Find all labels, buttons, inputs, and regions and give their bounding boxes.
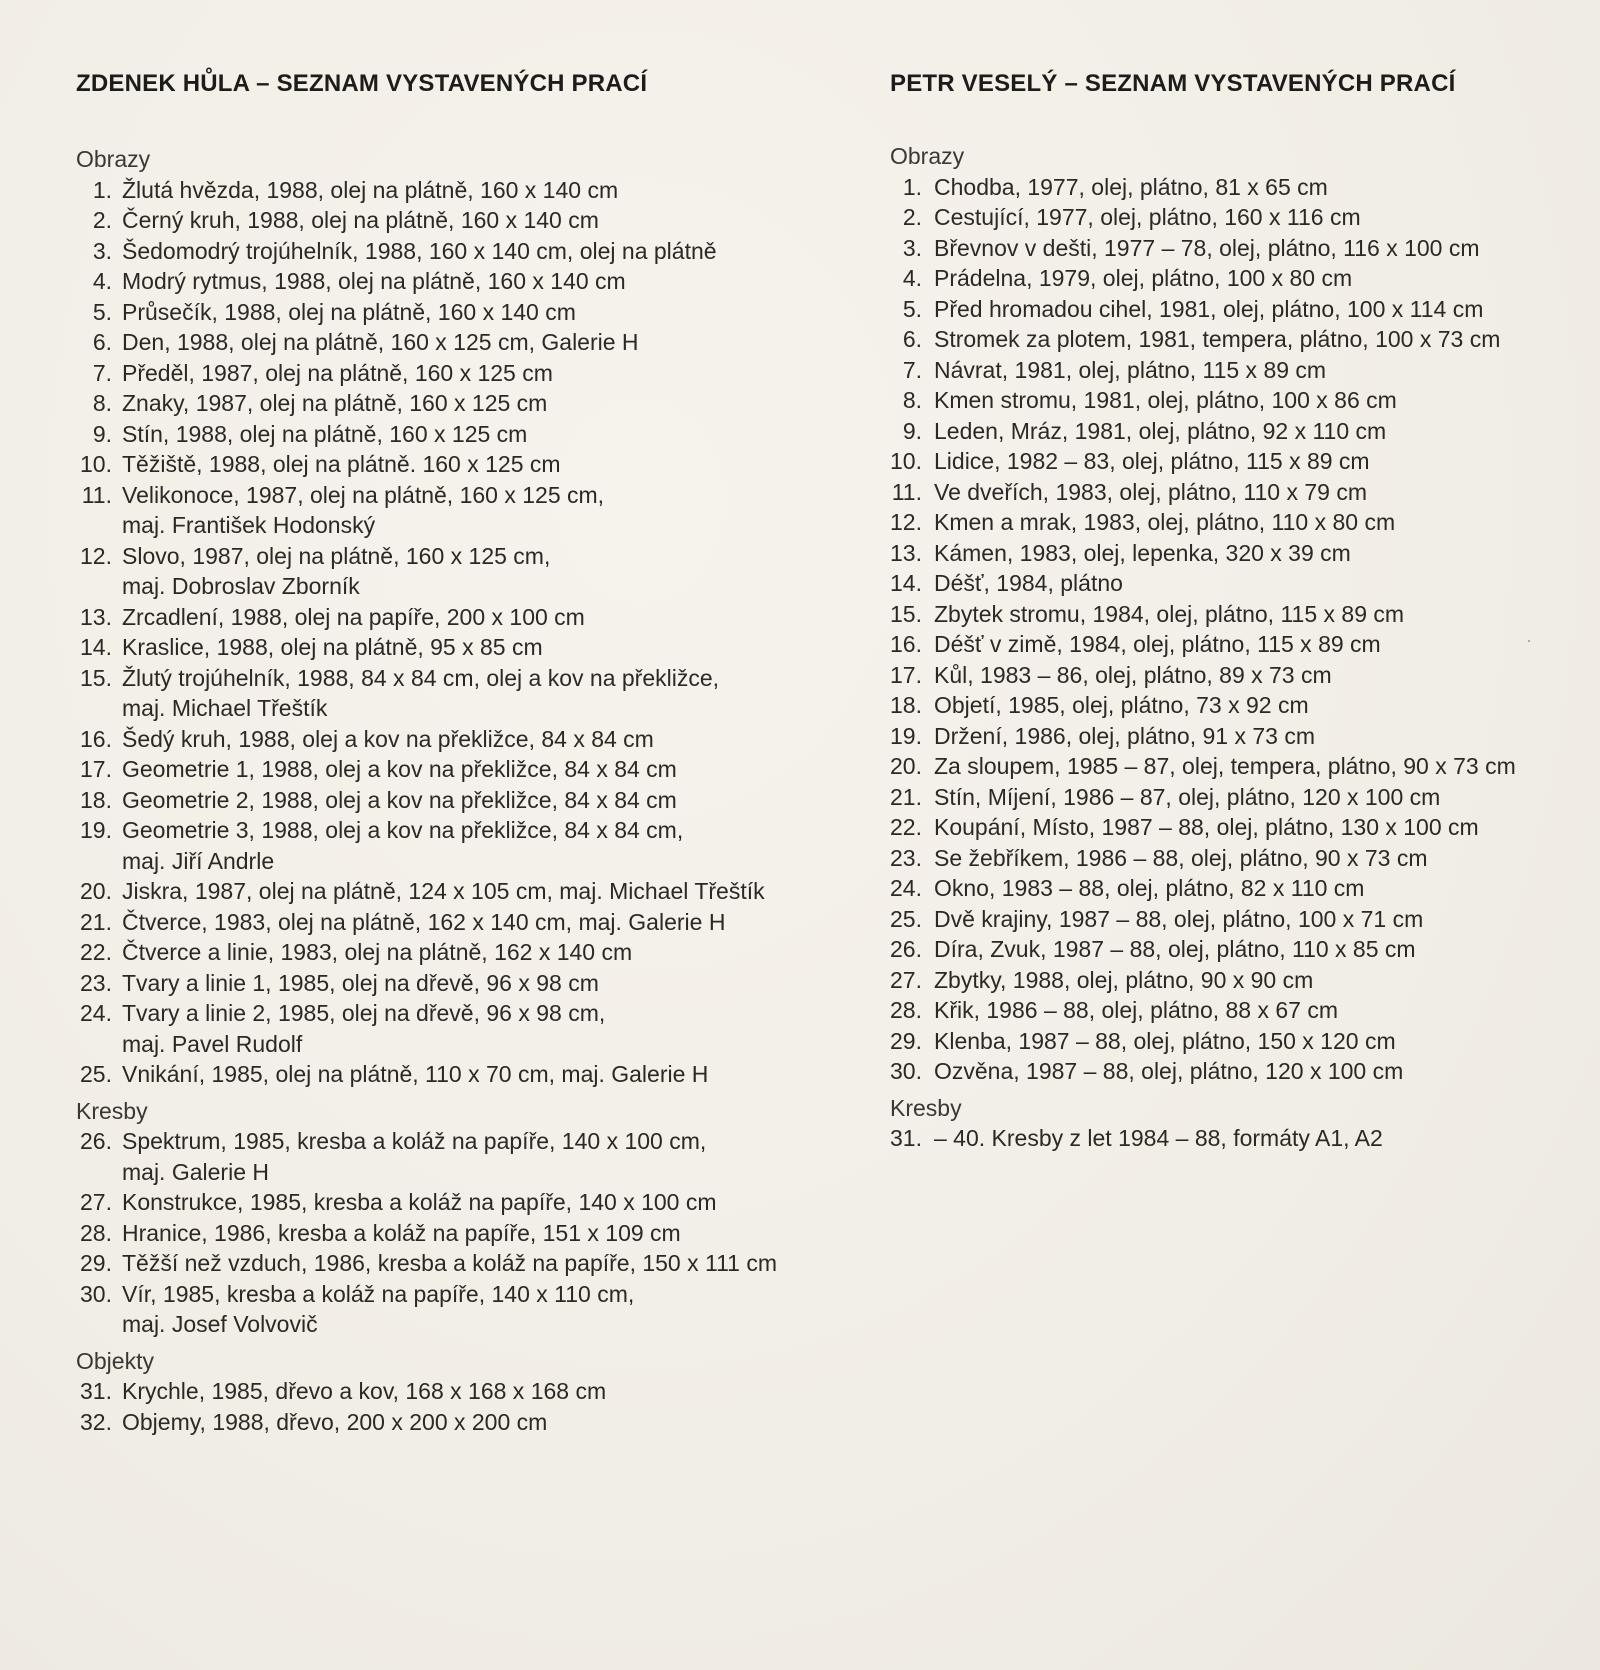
item-line: Dvě krajiny, 1987 – 88, olej, plátno, 100 x 71 cm (934, 905, 1424, 932)
item-number: 25. (890, 905, 922, 932)
item-line: Stromek za plotem, 1981, tempera, plátno, 100 x 73 cm (934, 326, 1501, 352)
item-number: 32. (80, 1408, 112, 1435)
item-line: Kůl, 1983 – 86, olej, plátno, 89 x 73 cm (934, 661, 1332, 688)
item-number: 10. (80, 451, 112, 477)
item-line: Déšť, 1984, plátno (934, 570, 1123, 596)
item-owner-line: maj. Dobroslav Zborník (122, 573, 360, 599)
item-owner-line: maj. Josef Volvovič (122, 1311, 318, 1337)
item-number: 26. (80, 1128, 112, 1154)
item-text (112, 236, 717, 267)
item-text (922, 233, 1480, 264)
item-number: 9. (902, 417, 922, 444)
item-text (112, 541, 550, 602)
item-line: Zbytky, 1988, olej, plátno, 90 x 90 cm (934, 966, 1314, 993)
item-line: Díra, Zvuk, 1987 – 88, olej, plátno, 110 x 85 cm (934, 936, 1416, 962)
item-line: Šedý kruh, 1988, olej a kov na překližce, 84 x 84 cm (122, 725, 654, 752)
list-item (890, 568, 1590, 599)
item-text (922, 904, 1423, 935)
item-text (922, 446, 1370, 477)
list-item (76, 1248, 816, 1279)
list-item (76, 663, 816, 724)
item-line: Déšť v zimě, 1984, olej, plátno, 115 x 89 cm (934, 631, 1381, 657)
item-owner-line: maj. Galerie H (122, 1158, 269, 1185)
item-text (922, 202, 1361, 233)
item-owner-line: maj. František Hodonský (122, 512, 376, 538)
item-number: 28. (890, 997, 922, 1023)
section-heading: Kresby (76, 1097, 148, 1124)
item-number: 25. (80, 1061, 112, 1087)
list-item (76, 968, 816, 999)
item-line: Stín, Míjení, 1986 – 87, olej, plátno, 120 x 100 cm (934, 783, 1441, 810)
item-text (112, 480, 604, 541)
item-number: 5. (92, 298, 112, 325)
item-line: Jiskra, 1987, olej na plátně, 124 x 105 cm, maj. Michael Třeštík (122, 878, 765, 904)
item-text (112, 1126, 706, 1187)
item-number: 8. (92, 390, 112, 416)
item-line: Kmen a mrak, 1983, olej, plátno, 110 x 80 cm (934, 509, 1396, 535)
list-item (890, 995, 1590, 1026)
item-line: Předěl, 1987, olej na plátně, 160 x 125 cm (122, 359, 553, 386)
list-item (76, 236, 816, 267)
item-line: Kmen stromu, 1981, olej, plátno, 100 x 86 cm (934, 387, 1397, 413)
item-number: 23. (80, 969, 112, 996)
item-line: Koupání, Místo, 1987 – 88, olej, plátno, 130 x 100 cm (934, 814, 1479, 840)
item-line: Ve dveřích, 1983, olej, plátno, 110 x 79 cm (934, 478, 1368, 505)
item-text (922, 477, 1367, 508)
list-item (890, 599, 1590, 630)
item-owner-line: maj. Jiří Andrle (122, 847, 275, 874)
list-item (76, 480, 816, 541)
item-line: Žlutá hvězda, 1988, olej na plátně, 160 x 140 cm (122, 176, 619, 203)
item-line: Čtverce, 1983, olej na plátně, 162 x 140 cm, maj. Galerie H (122, 908, 726, 935)
item-line: Ozvěna, 1987 – 88, olej, plátno, 120 x 100 cm (934, 1058, 1404, 1084)
item-number: 15. (80, 664, 112, 691)
list-item (76, 1218, 816, 1249)
list-item (890, 202, 1590, 233)
list-item (76, 541, 816, 602)
list-item (890, 507, 1590, 538)
item-line: Stín, 1988, olej na plátně, 160 x 125 cm (122, 420, 528, 447)
item-text (112, 968, 599, 999)
item-number: 6. (902, 326, 922, 352)
item-number: 11. (81, 481, 112, 508)
item-text (112, 724, 654, 755)
item-text (922, 995, 1338, 1026)
item-line: Krychle, 1985, dřevo a kov, 168 x 168 x 168 cm (122, 1378, 607, 1404)
list-item (76, 449, 816, 480)
item-line: Křik, 1986 – 88, olej, plátno, 88 x 67 cm (934, 997, 1339, 1023)
item-line: Objemy, 1988, dřevo, 200 x 200 x 200 cm (122, 1408, 548, 1435)
item-line: Zrcadlení, 1988, olej na papíře, 200 x 100 cm (122, 603, 585, 630)
item-line: Hranice, 1986, kresba a koláž na papíře, 151 x 109 cm (122, 1219, 681, 1246)
list-item (76, 1126, 816, 1187)
item-number: 31. (80, 1378, 112, 1404)
list-item (76, 937, 816, 968)
list-item (890, 873, 1590, 904)
item-text (112, 419, 527, 450)
item-number: 13. (890, 539, 922, 566)
item-line: Konstrukce, 1985, kresba a koláž na papíře, 140 x 100 cm (122, 1189, 717, 1215)
list-item (76, 388, 816, 419)
item-number: 28. (80, 1219, 112, 1246)
list-item (890, 1056, 1590, 1087)
item-line: Vír, 1985, kresba a koláž na papíře, 140 x 110 cm, (122, 1280, 635, 1307)
item-number: 22. (890, 814, 922, 840)
section-obrazy (890, 141, 1590, 1087)
item-line: Lidice, 1982 – 83, olej, plátno, 115 x 89 cm (934, 448, 1370, 474)
item-number: 10. (890, 448, 922, 474)
list-item (76, 907, 816, 938)
item-number: 16. (890, 631, 922, 657)
item-number: 2. (92, 207, 112, 233)
item-line: Tvary a linie 1, 1985, olej na dřevě, 96 x 98 cm (122, 969, 599, 996)
item-line: Vnikání, 1985, olej na plátně, 110 x 70 cm, maj. Galerie H (122, 1061, 709, 1087)
list-item (76, 419, 816, 450)
item-text (922, 751, 1516, 782)
item-text (112, 205, 599, 236)
item-line: Průsečík, 1988, olej na plátně, 160 x 140 cm (122, 298, 576, 325)
list-item (76, 1279, 816, 1340)
item-line: Modrý rytmus, 1988, olej na plátně, 160 x 140 cm (122, 268, 626, 294)
item-number: 14. (80, 634, 112, 660)
item-number: 9. (92, 420, 112, 447)
list-item (890, 721, 1590, 752)
item-text (922, 721, 1315, 752)
item-number: 12. (890, 509, 922, 535)
item-number: 29. (890, 1027, 922, 1054)
list-item (890, 385, 1590, 416)
list-item (76, 815, 816, 876)
item-line: Geometrie 3, 1988, olej a kov na překližce, 84 x 84 cm, (122, 817, 684, 843)
item-text (922, 263, 1352, 294)
item-text (922, 599, 1404, 630)
item-line: Geometrie 2, 1988, olej a kov na překližce, 84 x 84 cm (122, 786, 677, 813)
item-text (112, 297, 576, 328)
list-item (890, 416, 1590, 447)
right-column-petr-vesely (890, 70, 1590, 1160)
item-line: Držení, 1986, olej, plátno, 91 x 73 cm (934, 722, 1315, 749)
item-number: 29. (80, 1250, 112, 1276)
item-line: Geometrie 1, 1988, olej a kov na překližce, 84 x 84 cm (122, 756, 677, 782)
item-number: 13. (80, 603, 112, 630)
item-number: 27. (890, 966, 922, 993)
item-text (112, 998, 605, 1059)
item-number: 27. (80, 1189, 112, 1215)
item-number: 2. (902, 204, 922, 230)
item-text (112, 266, 626, 297)
item-number: 14. (890, 570, 922, 596)
list-item (890, 904, 1590, 935)
item-owner-line: maj. Pavel Rudolf (122, 1030, 303, 1057)
item-line: Návrat, 1981, olej, plátno, 115 x 89 cm (934, 356, 1327, 383)
item-text (922, 172, 1328, 203)
item-line: Kraslice, 1988, olej na plátně, 95 x 85 cm (122, 634, 543, 660)
item-text (922, 507, 1395, 538)
list-item (76, 297, 816, 328)
item-text (922, 782, 1440, 813)
list-item (76, 1059, 816, 1090)
item-line: Cestující, 1977, olej, plátno, 160 x 116 cm (934, 204, 1361, 230)
item-number: 24. (80, 1000, 112, 1026)
list-item (890, 782, 1590, 813)
list-item (890, 660, 1590, 691)
item-line: Čtverce a linie, 1983, olej na plátně, 162 x 140 cm (122, 939, 633, 965)
item-text (112, 602, 585, 633)
item-number: 23. (890, 844, 922, 871)
list-item (890, 172, 1590, 203)
list-item (890, 934, 1590, 965)
item-text (922, 1026, 1396, 1057)
item-number: 3. (92, 237, 112, 264)
left-column-zdenek-hula (76, 70, 816, 1443)
item-number: 11. (891, 478, 922, 505)
item-line: Tvary a linie 2, 1985, olej na dřevě, 96 x 98 cm, (122, 1000, 606, 1026)
item-line: Leden, Mráz, 1981, olej, plátno, 92 x 110 cm (934, 417, 1387, 444)
item-line: Černý kruh, 1988, olej na plátně, 160 x 140 cm (122, 207, 599, 233)
item-text (112, 175, 618, 206)
item-text (112, 388, 547, 419)
item-text (922, 1123, 1383, 1154)
item-line: Znaky, 1987, olej na plátně, 160 x 125 cm (122, 390, 548, 416)
item-text (922, 965, 1313, 996)
list-item (76, 602, 816, 633)
item-number: 22. (80, 939, 112, 965)
list-item (890, 446, 1590, 477)
item-owner-line: maj. Michael Třeštík (122, 695, 328, 721)
item-text (112, 1187, 717, 1218)
item-text (922, 873, 1364, 904)
list-item (890, 233, 1590, 264)
item-number: 1. (92, 176, 112, 203)
item-number: 8. (902, 387, 922, 413)
item-line: Břevnov v dešti, 1977 – 78, olej, plátno, 116 x 100 cm (934, 234, 1480, 261)
item-number: 19. (80, 817, 112, 843)
list-item (76, 205, 816, 236)
item-number: 20. (890, 753, 922, 779)
item-line: Těžší než vzduch, 1986, kresba a koláž na papíře, 150 x 111 cm (122, 1250, 778, 1276)
item-number: 7. (92, 359, 112, 386)
item-text (922, 416, 1386, 447)
item-text (112, 1279, 634, 1340)
list-item (76, 327, 816, 358)
item-text (112, 937, 632, 968)
list-item (890, 751, 1590, 782)
list-item (890, 629, 1590, 660)
list-item (76, 175, 816, 206)
list-item (76, 1407, 816, 1438)
list-item (76, 724, 816, 755)
item-number: 30. (80, 1280, 112, 1307)
section-heading: Obrazy (890, 143, 965, 169)
item-line: – 40. Kresby z let 1984 – 88, formáty A1, A2 (934, 1125, 1383, 1151)
item-line: Okno, 1983 – 88, olej, plátno, 82 x 110 cm (934, 875, 1365, 901)
list-item (76, 754, 816, 785)
left-sections (76, 144, 816, 1437)
item-line: Kámen, 1983, olej, lepenka, 320 x 39 cm (934, 539, 1351, 566)
item-text (922, 660, 1332, 691)
list-item (890, 294, 1590, 325)
list-item (76, 998, 816, 1059)
item-number: 31. (890, 1125, 922, 1151)
section-obrazy (76, 144, 816, 1090)
item-number: 6. (92, 329, 112, 355)
section-kresby (76, 1096, 816, 1340)
item-number: 17. (890, 661, 922, 688)
item-line: Spektrum, 1985, kresba a koláž na papíře, 140 x 100 cm, (122, 1128, 707, 1154)
item-text (112, 876, 765, 907)
list-item (890, 1026, 1590, 1057)
list-item (890, 324, 1590, 355)
item-text (922, 385, 1397, 416)
item-text (112, 754, 677, 785)
list-item (76, 358, 816, 389)
item-number: 16. (80, 725, 112, 752)
item-line: Se žebříkem, 1986 – 88, olej, plátno, 90 x 73 cm (934, 844, 1428, 871)
item-line: Šedomodrý trojúhelník, 1988, 160 x 140 cm, olej na plátně (122, 237, 717, 264)
item-text (112, 358, 553, 389)
list-item (890, 690, 1590, 721)
item-text (922, 934, 1416, 965)
item-text (112, 1218, 681, 1249)
list-item (890, 538, 1590, 569)
item-line: Chodba, 1977, olej, plátno, 81 x 65 cm (934, 173, 1328, 200)
item-line: Slovo, 1987, olej na plátně, 160 x 125 cm, (122, 542, 551, 569)
item-number: 21. (80, 908, 112, 935)
item-line: Těžiště, 1988, olej na plátně. 160 x 125 cm (122, 451, 561, 477)
item-number: 26. (890, 936, 922, 962)
item-number: 21. (890, 783, 922, 810)
item-line: Za sloupem, 1985 – 87, olej, tempera, plátno, 90 x 73 cm (934, 753, 1516, 779)
item-number: 19. (890, 722, 922, 749)
item-number: 4. (902, 265, 922, 291)
list-item (76, 1376, 816, 1407)
item-number: 18. (80, 786, 112, 813)
item-text (112, 1248, 777, 1279)
item-text (922, 629, 1381, 660)
left-column-title: ZDENEK HŮLA – SEZNAM VYSTAVENÝCH PRACÍ (76, 70, 648, 97)
item-number: 1. (902, 173, 922, 200)
item-line: Prádelna, 1979, olej, plátno, 100 x 80 cm (934, 265, 1353, 291)
item-number: 20. (80, 878, 112, 904)
item-text (922, 294, 1483, 325)
item-text (922, 812, 1479, 843)
list-item (890, 1123, 1590, 1154)
item-text (112, 815, 683, 876)
list-item (890, 843, 1590, 874)
item-line: Žlutý trojúhelník, 1988, 84 x 84 cm, olej a kov na překližce, (122, 664, 720, 691)
item-text (112, 1407, 547, 1438)
item-text (922, 1056, 1403, 1087)
section-heading: Kresby (890, 1094, 962, 1121)
item-number: 30. (890, 1058, 922, 1084)
item-text (922, 538, 1351, 569)
section-heading: Objekty (76, 1347, 154, 1374)
list-item (76, 1187, 816, 1218)
right-column-title: PETR VESELÝ – SEZNAM VYSTAVENÝCH PRACÍ (890, 70, 1456, 97)
list-item (890, 965, 1590, 996)
item-line: Klenba, 1987 – 88, olej, plátno, 150 x 120 cm (934, 1027, 1396, 1054)
right-sections (890, 141, 1590, 1154)
item-number: 3. (902, 234, 922, 261)
item-text (112, 907, 725, 938)
section-kresby (890, 1093, 1590, 1154)
item-text (922, 690, 1309, 721)
item-text (112, 1376, 606, 1407)
item-text (922, 324, 1500, 355)
item-number: 17. (80, 756, 112, 782)
list-item (890, 477, 1590, 508)
item-text (112, 632, 543, 663)
list-item (76, 876, 816, 907)
item-text (112, 449, 561, 480)
item-line: Den, 1988, olej na plátně, 160 x 125 cm, Galerie H (122, 329, 639, 355)
list-item (76, 266, 816, 297)
item-text (112, 1059, 708, 1090)
item-number: 18. (890, 692, 922, 718)
section-objekty (76, 1346, 816, 1438)
list-item (76, 632, 816, 663)
item-text (112, 327, 639, 358)
item-number: 7. (902, 356, 922, 383)
item-number: 5. (902, 295, 922, 322)
item-number: 12. (80, 542, 112, 569)
item-line: Velikonoce, 1987, olej na plátně, 160 x 125 cm, (122, 481, 605, 508)
item-line: Před hromadou cihel, 1981, olej, plátno, 100 x 114 cm (934, 295, 1484, 322)
list-item (76, 785, 816, 816)
item-line: Zbytek stromu, 1984, olej, plátno, 115 x 89 cm (934, 600, 1405, 627)
item-text (112, 785, 677, 816)
item-text (922, 568, 1123, 599)
section-heading: Obrazy (76, 146, 151, 172)
item-text (112, 663, 719, 724)
item-number: 15. (890, 600, 922, 627)
item-number: 24. (890, 875, 922, 901)
paper-speck (1528, 640, 1530, 642)
item-text (922, 843, 1428, 874)
item-line: Objetí, 1985, olej, plátno, 73 x 92 cm (934, 692, 1309, 718)
list-item (890, 263, 1590, 294)
list-item (890, 355, 1590, 386)
item-text (922, 355, 1326, 386)
list-item (890, 812, 1590, 843)
item-number: 4. (92, 268, 112, 294)
